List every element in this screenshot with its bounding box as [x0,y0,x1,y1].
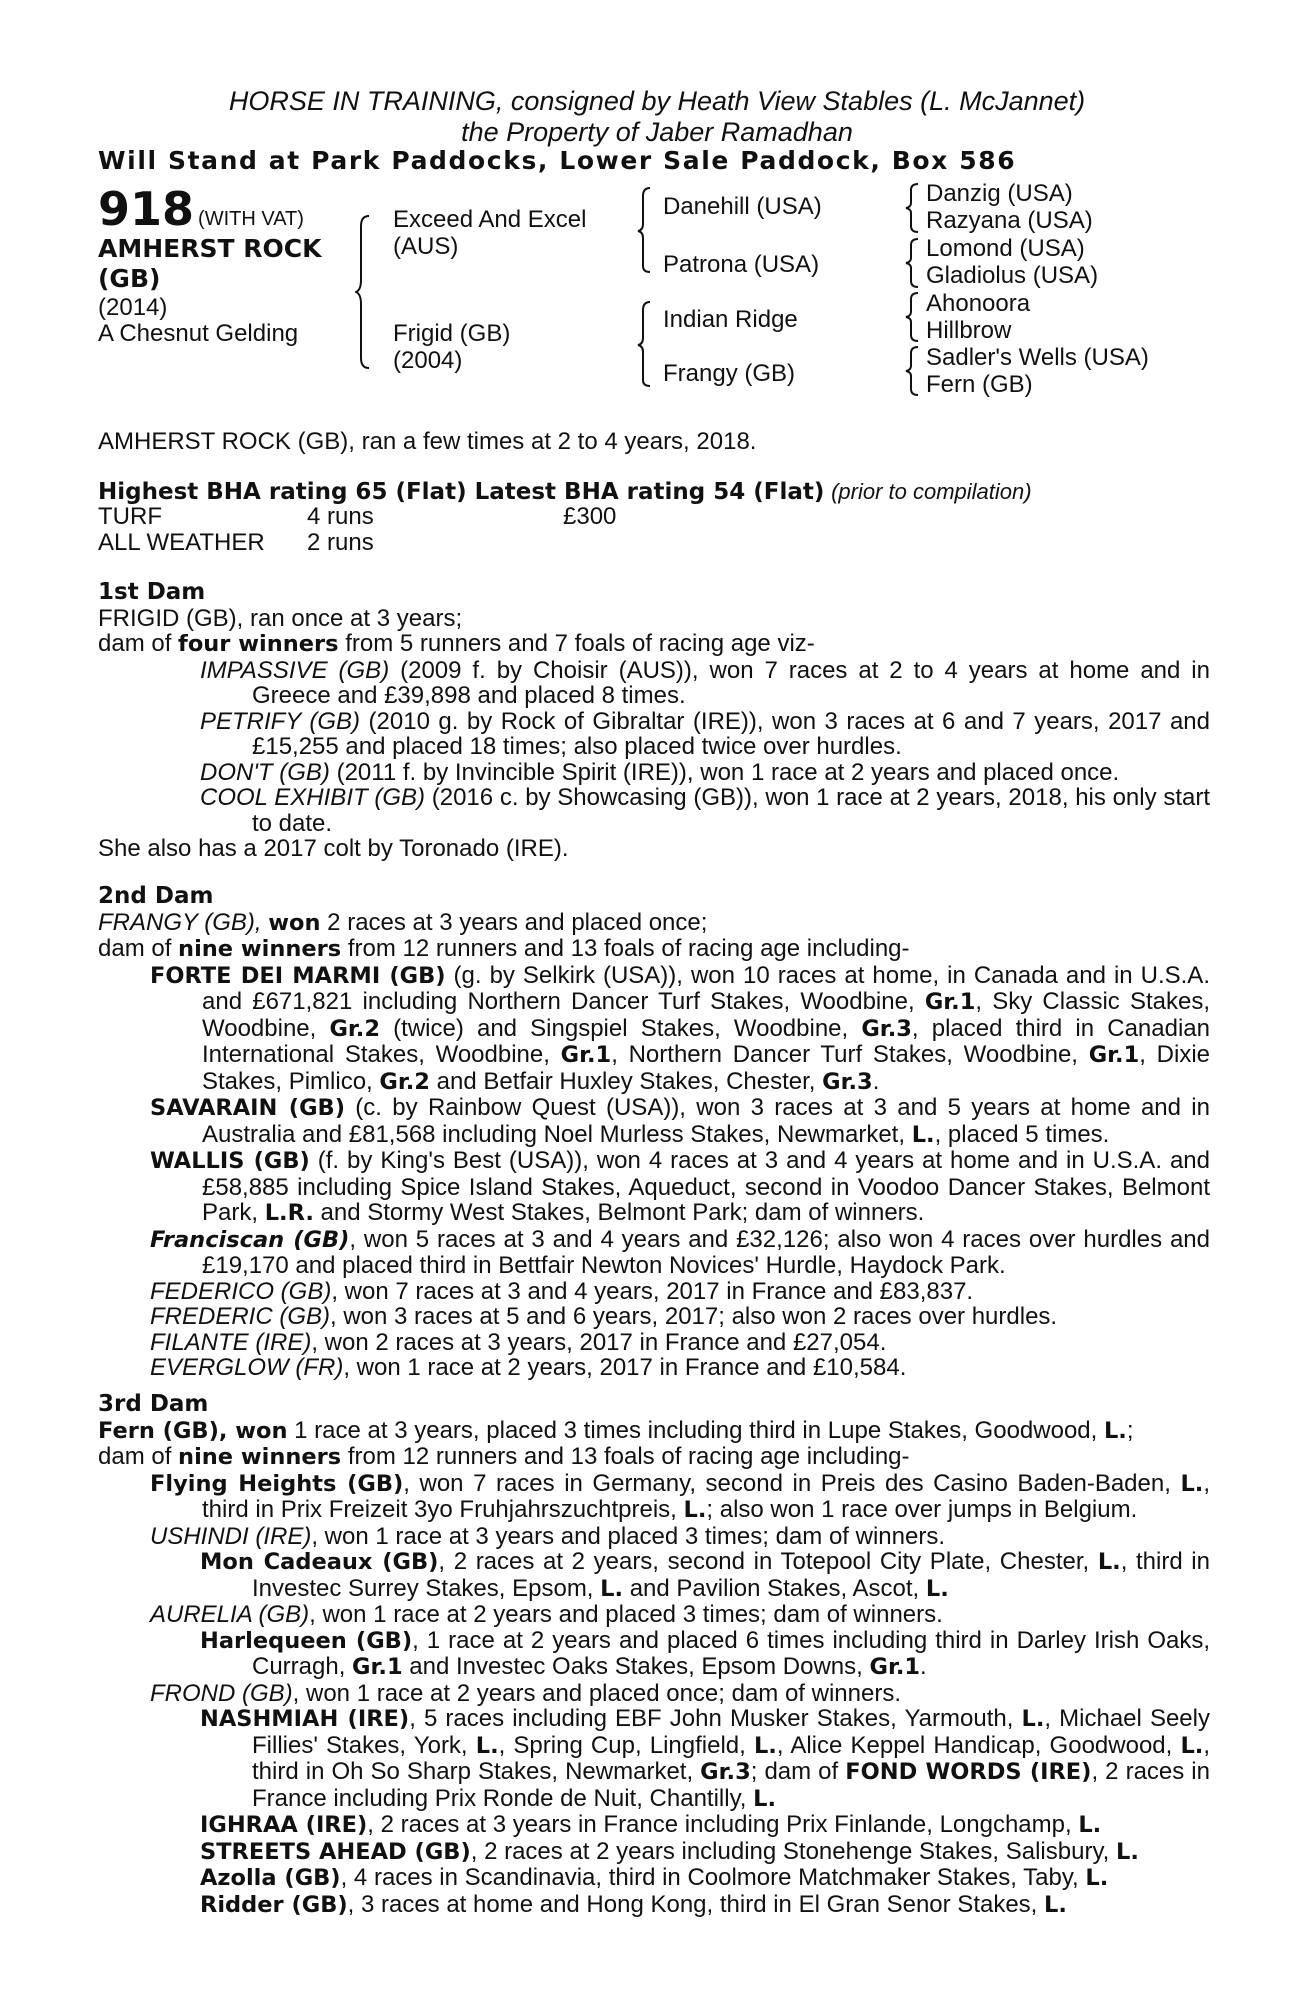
lot-number-value: 918 [98,182,195,236]
produce-entry: WALLIS (GB) (f. by King's Best (USA)), won 4 races at 3 and 4 years at home and in U.S.A. and £58,885 including Spice Island Stakes, Aqueduct, second in Voodoo Dancer Stakes, Belmont Park, L.R. and Stormy West Stakes, Belmont Park; dam of winners. [150,1147,1210,1226]
produce-entry: FROND (GB), won 1 race at 2 years and placed once; dam of winners. [150,1679,901,1707]
pedigree-brace-dam [636,300,654,388]
ped-sss: Danzig (USA) [926,180,1073,207]
first-dam-produce: dam of four winners from 5 runners and 7 foals of racing age viz- [98,630,815,657]
stand-location: Will Stand at Park Paddocks, Lower Sale Paddock, Box 586 [98,146,1017,175]
produce-entry: EVERGLOW (FR), won 1 race at 2 years, 2017 in France and £10,584. [150,1354,907,1381]
owner-line: the Property of Jaber Ramadhan [461,117,853,147]
produce-entry: NASHMIAH (IRE), 5 races including EBF John Musker Stakes, Yarmouth, L., Michael Seely Fillies' Stakes, York, L., Spring Cup, Lingfield, L., Alice Keppel Handicap, Goodwood, L., third in Oh So Sharp Stakes, Newmarket, Gr.3; dam of FOND WORDS (IRE), 2 races in France including Prix Ronde de Nuit, Chantilly, L. [200,1705,1210,1812]
horse-name-line2: (GB) [98,264,161,293]
vat-note: (WITH VAT) [198,208,304,230]
produce-entry: Mon Cadeaux (GB), 2 races at 2 years, second in Totepool City Plate, Chester, L., third in Investec Surrey Stakes, Epsom, L. and Pavilion Stakes, Ascot, L. [200,1548,1210,1602]
pedigree-brace-3b [904,237,920,289]
produce-entry: STREETS AHEAD (GB), 2 races at 2 years including Stonehenge Stakes, Salisbury, L. [200,1837,1139,1865]
produce-entry: FEDERICO (GB), won 7 races at 3 and 4 years, 2017 in France and £83,837. [150,1277,974,1305]
dam-line1: Frigid (GB) [393,320,511,347]
consignor-line: HORSE IN TRAINING, consigned by Heath View Stables (L. McJannet) [228,86,1086,116]
sire-dam: Patrona (USA) [663,251,820,278]
produce-entry: FILANTE (IRE), won 2 races at 3 years, 2017 in France and £27,054. [150,1328,887,1356]
produce-entry: Flying Heights (GB), won 7 races in Germany, second in Preis des Casino Baden-Baden, L., third in Prix Freizeit 3yo Fruhjahrszuchtpreis, L.; also won 1 race over jumps in Belgium. [150,1469,1211,1523]
sire-line1: Exceed And Excel [393,206,587,233]
produce-entry: Azolla (GB), 4 races in Scandinavia, third in Coolmore Matchmaker Stakes, Taby, L. [200,1864,1109,1891]
produce-entry: USHINDI (IRE), won 1 race at 3 years and placed 3 times; dam of winners. [150,1522,945,1550]
second-dam-line: FRANGY (GB), won 2 races at 3 years and placed once; [98,908,708,936]
pedigree-brace-gen1 [355,212,375,372]
ped-ddd: Fern (GB) [926,371,1033,398]
turf-label: TURF [98,503,162,530]
produce-entry: DON'T (GB) (2011 f. by Invincible Spirit (IRE)), won 1 race at 2 years and placed once. [200,758,1120,786]
ped-dsd: Hillbrow [926,317,1012,344]
rating-text: Highest BHA rating 65 (Flat) Latest BHA rating 54 (Flat) [98,479,825,505]
dam-dam: Frangy (GB) [663,360,796,387]
race-summary: AMHERST ROCK (GB), ran a few times at 2 to 4 years, 2018. [98,428,757,455]
ped-sds: Lomond (USA) [926,235,1085,262]
pedigree-brace-3c [904,291,920,343]
horse-name-line1: AMHERST ROCK [98,234,322,263]
produce-entry: SAVARAIN (GB) (c. by Rainbow Quest (USA)), won 3 races at 3 and 5 years at home and in Australia and £81,568 including Noel Murless Stakes, Newmarket, L., placed 5 times. [150,1094,1210,1148]
second-dam-title: 2nd Dam [98,883,214,909]
third-dam-produce: dam of nine winners from 12 runners and 13 foals of racing age including- [98,1443,910,1470]
ped-ssd: Razyana (USA) [926,207,1093,234]
aw-runs: 2 runs [307,529,374,556]
lot-number [98,182,304,236]
second-dam-produce: dam of nine winners from 12 runners and 13 foals of racing age including- [98,935,910,962]
bha-rating [98,478,1032,506]
produce-entry: PETRIFY (GB) (2010 g. by Rock of Gibraltar (IRE)), won 3 races at 6 and 7 years, 2017 and £15,255 and placed 18 times; also placed twice over hurdles. [200,707,1210,760]
produce-entry: Harlequeen (GB), 1 race at 2 years and placed 6 times including third in Darley Irish Oaks, Curragh, Gr.1 and Investec Oaks Stakes, Epsom Downs, Gr.1. [200,1626,1210,1680]
pedigree-brace-sire [636,186,654,274]
produce-entry: Franciscan (GB), won 5 races at 3 and 4 years and £32,126; also won 4 races over hurdles and £19,170 and placed third in Bettfair Newton Novices' Hurdle, Haydock Park. [150,1225,1210,1279]
first-dam-section [98,580,1210,862]
produce-entry: FREDERIC (GB), won 3 races at 5 and 6 years, 2017; also won 2 races over hurdles. [150,1303,1058,1330]
rating-note: (prior to compilation) [831,479,1032,504]
second-dam-section [98,884,1210,1381]
pedigree-brace-3d [904,345,920,397]
horse-description: A Chesnut Gelding [98,320,299,347]
ped-sdd: Gladiolus (USA) [926,262,1099,289]
dam-sire: Indian Ridge [663,306,798,333]
sire-sire: Danehill (USA) [663,193,822,220]
ped-dss: Ahonoora [926,290,1031,317]
horse-year: (2014) [98,294,168,321]
produce-entry: IMPASSIVE (GB) (2009 f. by Choisir (AUS)), won 7 races at 2 to 4 years at home and in Greece and £39,898 and placed 8 times. [200,656,1210,709]
turf-prize: £300 [563,503,617,530]
first-dam-line: FRIGID (GB), ran once at 3 years; [98,604,463,632]
sire-line2: (AUS) [393,233,459,260]
aw-label: ALL WEATHER [98,529,265,556]
produce-entry: COOL EXHIBIT (GB) (2016 c. by Showcasing (GB)), won 1 race at 2 years, 2018, his only start to date. [200,784,1210,837]
third-dam-line: Fern (GB), won 1 race at 3 years, placed 3 times including third in Lupe Stakes, Goodwood, L.; [98,1416,1134,1444]
horse-name [98,234,321,294]
dam-line2: (2004) [393,347,463,374]
produce-entry: IGHRAA (IRE), 2 races at 3 years in France including Prix Finlande, Longchamp, L. [200,1811,1102,1838]
turf-runs: 4 runs [307,503,374,530]
produce-entry: FORTE DEI MARMI (GB) (g. by Selkirk (USA)), won 10 races at home, in Canada and in U.S.A. and £671,821 including Northern Dancer Turf Stakes, Woodbine, Gr.1, Sky Classic Stakes, Woodbine, Gr.2 (twice) and Singspiel Stakes, Woodbine, Gr.3, placed third in Canadian International Stakes, Woodbine, Gr.1, Northern Dancer Turf Stakes, Woodbine, Gr.1, Dixie Stakes, Pimlico, Gr.2 and Betfair Huxley Stakes, Chester, Gr.3. [150,961,1210,1095]
third-dam-title: 3rd Dam [98,1391,209,1417]
first-dam-title: 1st Dam [98,579,206,605]
produce-entry: Ridder (GB), 3 races at home and Hong Kong, third in El Gran Senor Stakes, L. [200,1890,1067,1918]
pedigree-brace-3a [904,182,920,234]
first-dam-note: She also has a 2017 colt by Toronado (IRE). [98,835,569,862]
produce-entry: AURELIA (GB), won 1 race at 2 years and placed 3 times; dam of winners. [150,1601,943,1628]
third-dam-section [98,1392,1210,1918]
ped-dds: Sadler's Wells (USA) [926,344,1149,371]
